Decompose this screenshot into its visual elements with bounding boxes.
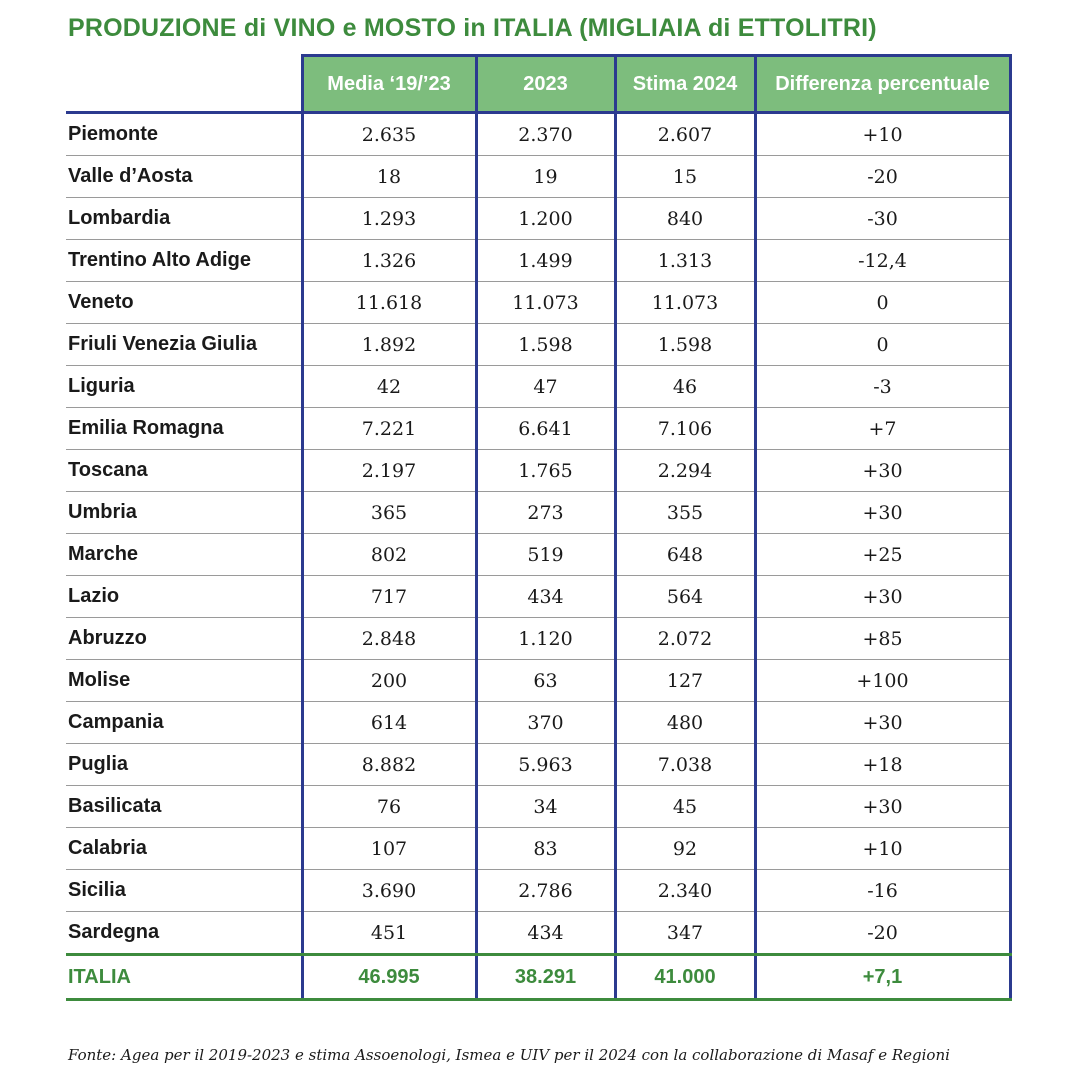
- row-media: 614: [302, 702, 476, 744]
- row-region: Trentino Alto Adige: [66, 240, 302, 282]
- header-row: [66, 56, 1010, 113]
- row-media: 7.221: [302, 408, 476, 450]
- row-2023: 434: [476, 912, 615, 955]
- row-2023: 47: [476, 366, 615, 408]
- row-media: 365: [302, 492, 476, 534]
- table-row: [66, 113, 1010, 156]
- row-2023: 5.963: [476, 744, 615, 786]
- row-region: Lazio: [66, 576, 302, 618]
- table-row: [66, 450, 1010, 492]
- row-region: Valle d’Aosta: [66, 156, 302, 198]
- total-media: 46.995: [302, 955, 476, 1000]
- row-stima-2024: 648: [615, 534, 755, 576]
- table-row: [66, 618, 1010, 660]
- row-region: Veneto: [66, 282, 302, 324]
- row-differenza: +100: [755, 660, 1010, 702]
- row-stima-2024: 840: [615, 198, 755, 240]
- row-differenza: +30: [755, 492, 1010, 534]
- header-2023: 2023: [476, 56, 615, 113]
- row-differenza: -30: [755, 198, 1010, 240]
- row-stima-2024: 2.607: [615, 113, 755, 156]
- row-differenza: -3: [755, 366, 1010, 408]
- row-stima-2024: 347: [615, 912, 755, 955]
- row-region: Molise: [66, 660, 302, 702]
- table-row: [66, 156, 1010, 198]
- row-media: 451: [302, 912, 476, 955]
- row-region: Umbria: [66, 492, 302, 534]
- row-2023: 370: [476, 702, 615, 744]
- total-stima-2024: 41.000: [615, 955, 755, 1000]
- row-2023: 2.370: [476, 113, 615, 156]
- row-media: 18: [302, 156, 476, 198]
- row-region: Basilicata: [66, 786, 302, 828]
- row-2023: 19: [476, 156, 615, 198]
- row-differenza: +30: [755, 702, 1010, 744]
- table-row: [66, 408, 1010, 450]
- table-row: [66, 744, 1010, 786]
- table-row: [66, 786, 1010, 828]
- row-2023: 1.765: [476, 450, 615, 492]
- header-media: Media ‘19/’23: [302, 56, 476, 113]
- row-media: 1.326: [302, 240, 476, 282]
- header-differenza: Differenza percentuale: [755, 56, 1010, 113]
- table-row: [66, 492, 1010, 534]
- row-media: 1.293: [302, 198, 476, 240]
- row-stima-2024: 480: [615, 702, 755, 744]
- row-stima-2024: 2.072: [615, 618, 755, 660]
- row-differenza: +10: [755, 828, 1010, 870]
- wine-production-table: [66, 54, 1012, 1001]
- header-stima-2024: Stima 2024: [615, 56, 755, 113]
- row-2023: 6.641: [476, 408, 615, 450]
- row-differenza: 0: [755, 324, 1010, 366]
- row-2023: 34: [476, 786, 615, 828]
- row-differenza: -12,4: [755, 240, 1010, 282]
- row-stima-2024: 92: [615, 828, 755, 870]
- table-row: [66, 324, 1010, 366]
- row-region: Lombardia: [66, 198, 302, 240]
- row-region: Toscana: [66, 450, 302, 492]
- table-row: [66, 534, 1010, 576]
- row-region: Emilia Romagna: [66, 408, 302, 450]
- row-region: Sardegna: [66, 912, 302, 955]
- row-region: Calabria: [66, 828, 302, 870]
- row-stima-2024: 7.106: [615, 408, 755, 450]
- row-2023: 1.200: [476, 198, 615, 240]
- row-stima-2024: 15: [615, 156, 755, 198]
- row-media: 2.197: [302, 450, 476, 492]
- row-region: Campania: [66, 702, 302, 744]
- row-differenza: +25: [755, 534, 1010, 576]
- row-stima-2024: 11.073: [615, 282, 755, 324]
- table-row: [66, 870, 1010, 912]
- table-row: [66, 660, 1010, 702]
- row-differenza: +18: [755, 744, 1010, 786]
- row-2023: 11.073: [476, 282, 615, 324]
- row-stima-2024: 127: [615, 660, 755, 702]
- row-2023: 1.598: [476, 324, 615, 366]
- row-differenza: +30: [755, 450, 1010, 492]
- table-row: [66, 198, 1010, 240]
- row-region: Liguria: [66, 366, 302, 408]
- total-2023: 38.291: [476, 955, 615, 1000]
- table-body: [66, 113, 1010, 1000]
- row-differenza: +30: [755, 576, 1010, 618]
- row-media: 107: [302, 828, 476, 870]
- source-note: Fonte: Agea per il 2019-2023 e stima Assoenologi, Ismea e UIV per il 2024 con la collaborazione di Masaf e Regioni: [68, 1046, 950, 1064]
- row-media: 3.690: [302, 870, 476, 912]
- row-media: 200: [302, 660, 476, 702]
- row-media: 42: [302, 366, 476, 408]
- row-media: 2.635: [302, 113, 476, 156]
- row-differenza: +85: [755, 618, 1010, 660]
- row-2023: 83: [476, 828, 615, 870]
- row-stima-2024: 2.294: [615, 450, 755, 492]
- row-differenza: +7: [755, 408, 1010, 450]
- row-stima-2024: 564: [615, 576, 755, 618]
- row-region: Abruzzo: [66, 618, 302, 660]
- row-differenza: -20: [755, 156, 1010, 198]
- row-region: Marche: [66, 534, 302, 576]
- row-2023: 2.786: [476, 870, 615, 912]
- row-media: 8.882: [302, 744, 476, 786]
- row-differenza: +30: [755, 786, 1010, 828]
- row-media: 11.618: [302, 282, 476, 324]
- total-differenza: +7,1: [755, 955, 1010, 1000]
- row-2023: 434: [476, 576, 615, 618]
- row-differenza: +10: [755, 113, 1010, 156]
- row-stima-2024: 45: [615, 786, 755, 828]
- row-stima-2024: 2.340: [615, 870, 755, 912]
- row-region: Friuli Venezia Giulia: [66, 324, 302, 366]
- row-2023: 1.499: [476, 240, 615, 282]
- row-region: Sicilia: [66, 870, 302, 912]
- table-row: [66, 366, 1010, 408]
- table-row: [66, 576, 1010, 618]
- table-row: [66, 282, 1010, 324]
- row-stima-2024: 46: [615, 366, 755, 408]
- row-media: 802: [302, 534, 476, 576]
- header-blank-cell: [66, 56, 302, 113]
- table-row: [66, 912, 1010, 955]
- page-title: PRODUZIONE di VINO e MOSTO in ITALIA (MIGLIAIA di ETTOLITRI): [68, 14, 877, 42]
- row-differenza: -20: [755, 912, 1010, 955]
- total-region: ITALIA: [66, 955, 302, 1000]
- row-differenza: -16: [755, 870, 1010, 912]
- row-2023: 1.120: [476, 618, 615, 660]
- row-2023: 273: [476, 492, 615, 534]
- table-row: [66, 828, 1010, 870]
- row-2023: 519: [476, 534, 615, 576]
- row-media: 1.892: [302, 324, 476, 366]
- row-2023: 63: [476, 660, 615, 702]
- row-region: Piemonte: [66, 113, 302, 156]
- table-row: [66, 240, 1010, 282]
- row-stima-2024: 355: [615, 492, 755, 534]
- total-row: [66, 955, 1010, 1000]
- row-differenza: 0: [755, 282, 1010, 324]
- row-stima-2024: 1.598: [615, 324, 755, 366]
- row-stima-2024: 7.038: [615, 744, 755, 786]
- row-media: 2.848: [302, 618, 476, 660]
- row-region: Puglia: [66, 744, 302, 786]
- row-media: 717: [302, 576, 476, 618]
- row-media: 76: [302, 786, 476, 828]
- row-stima-2024: 1.313: [615, 240, 755, 282]
- table-row: [66, 702, 1010, 744]
